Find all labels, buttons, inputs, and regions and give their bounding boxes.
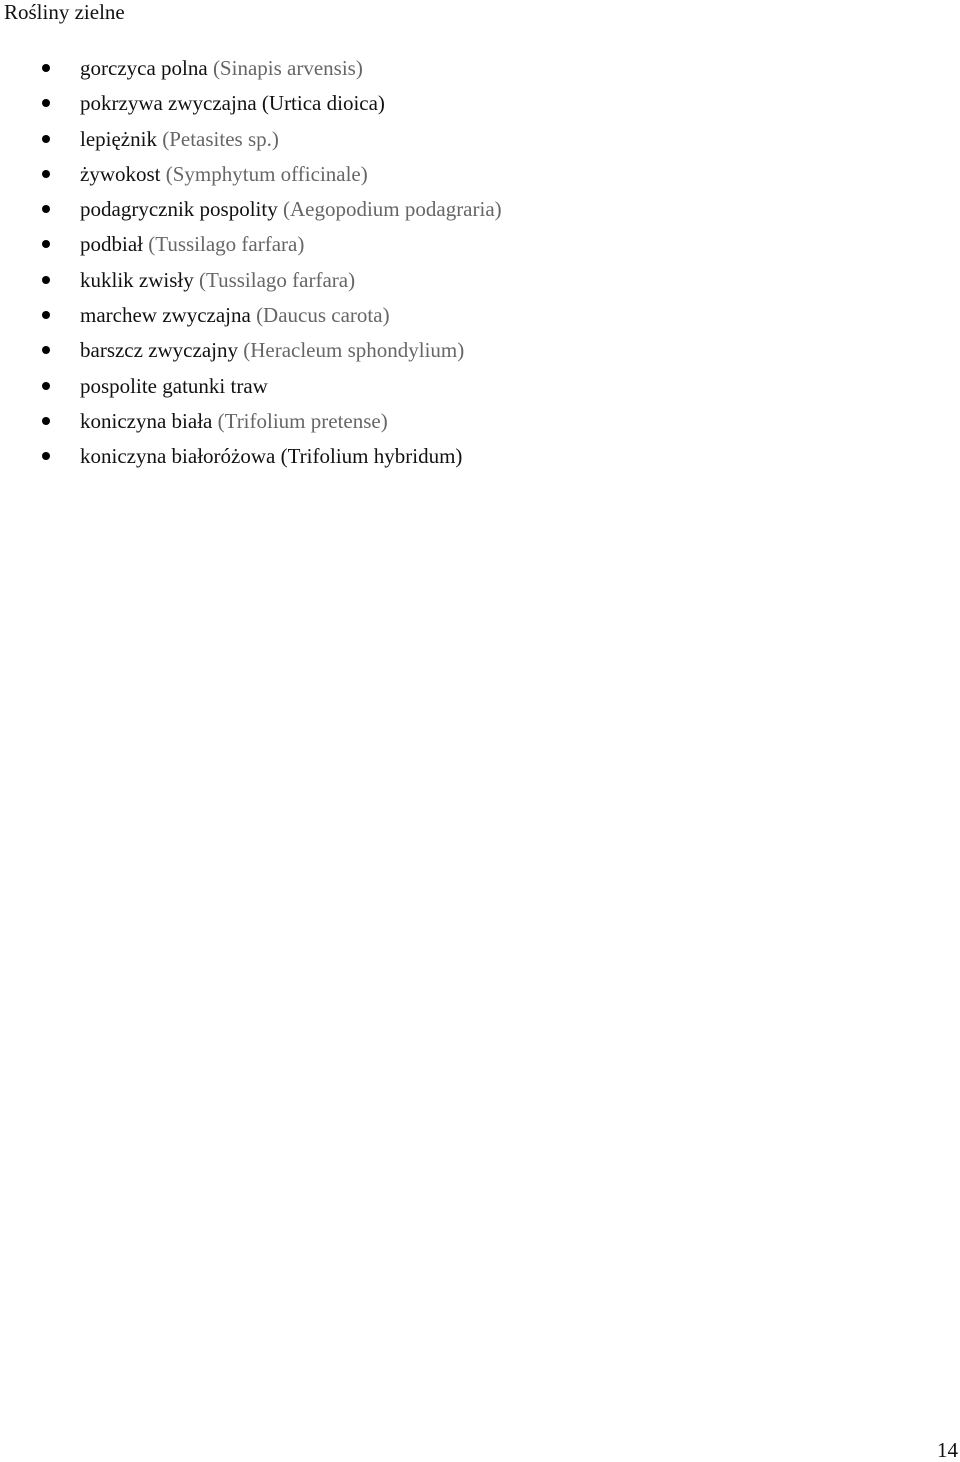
bullet-icon: [42, 311, 50, 319]
list-item-text: [80, 264, 355, 296]
section-heading: Rośliny zielne: [4, 0, 125, 24]
common-name: żywokost: [80, 161, 161, 186]
bullet-icon: [42, 382, 50, 390]
latin-name: (Petasites sp.): [156, 126, 279, 151]
list-item-text: [80, 440, 462, 472]
common-name: lepiężnik: [80, 126, 157, 151]
common-name: pospolite gatunki traw: [80, 373, 268, 398]
latin-name: (Aegopodium podagraria): [277, 197, 502, 222]
list-item-text: [80, 299, 390, 331]
bullet-icon: [42, 99, 50, 107]
bullet-icon: [42, 452, 50, 460]
common-name: podbiał: [80, 232, 143, 257]
list-item-text: [80, 370, 268, 402]
list-item-text: [80, 87, 385, 119]
bullet-icon: [42, 170, 50, 178]
latin-name: (Symphytum officinale): [160, 161, 368, 186]
latin-name: (Tussilago farfara): [143, 232, 305, 257]
bullet-icon: [42, 417, 50, 425]
common-name: barszcz zwyczajny: [80, 338, 238, 363]
common-name: koniczyna biała: [80, 408, 213, 433]
latin-name: (Trifolium pretense): [212, 408, 388, 433]
bullet-icon: [42, 135, 50, 143]
bullet-icon: [42, 276, 50, 284]
list-item-text: [80, 228, 304, 260]
common-name: podagrycznik pospolity: [80, 197, 278, 222]
list-item-text: [80, 123, 279, 155]
list-item-text: [80, 193, 502, 225]
list-item-text: [80, 334, 464, 366]
common-name: kuklik zwisły: [80, 267, 194, 292]
bullet-icon: [42, 346, 50, 354]
latin-name: (Daucus carota): [250, 303, 390, 328]
latin-name: (Tussilago farfara): [193, 267, 356, 292]
bullet-icon: [42, 64, 50, 72]
common-name: pokrzywa zwyczajna (Urtica dioica): [80, 91, 385, 116]
list-item-text: [80, 405, 388, 437]
bullet-icon: [42, 240, 50, 248]
list-item-text: [80, 158, 368, 190]
common-name: koniczyna białoróżowa (Trifolium hybridum): [80, 444, 463, 469]
latin-name: (Sinapis arvensis): [212, 56, 363, 80]
common-name: gorczyca polna: [80, 56, 213, 80]
bullet-icon: [42, 205, 50, 213]
page-number: 14: [937, 1438, 958, 1462]
common-name: marchew zwyczajna: [80, 303, 251, 328]
latin-name: (Heracleum sphondylium): [237, 338, 465, 363]
list-item-text: [80, 52, 363, 84]
